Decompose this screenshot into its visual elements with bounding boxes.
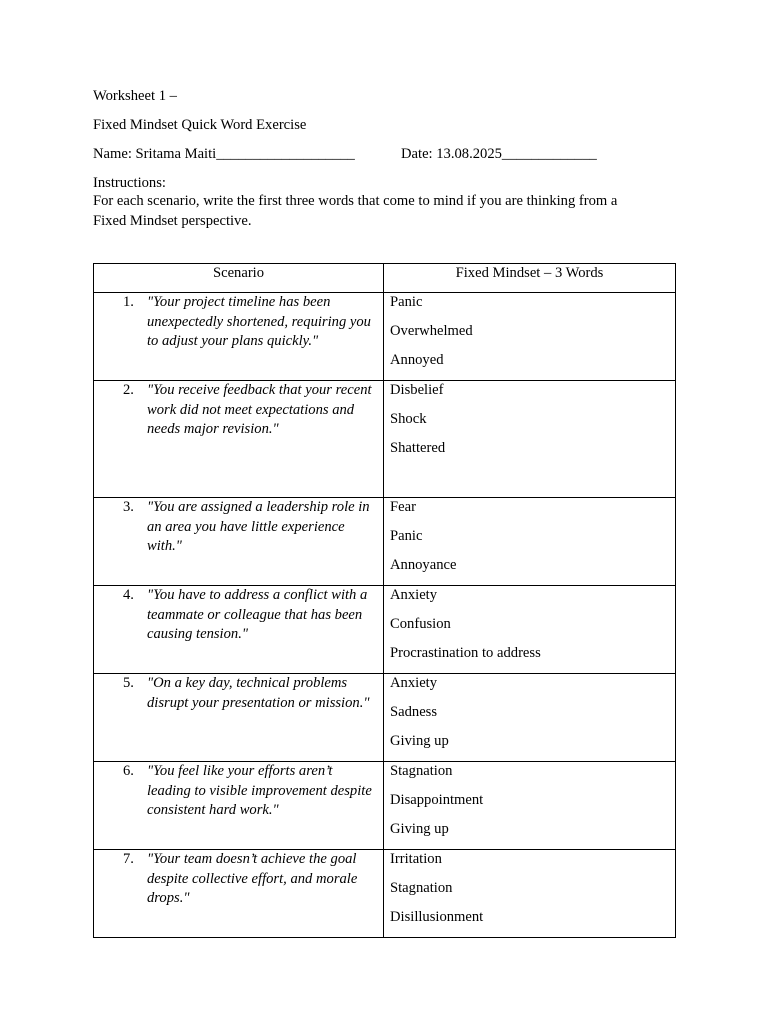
header-scenario: Scenario — [94, 264, 384, 293]
table-row — [94, 498, 676, 586]
word-entry: Panic — [390, 294, 423, 310]
scenario-number: 3. — [123, 499, 134, 515]
words-cell — [384, 498, 676, 586]
scenario-number: 1. — [123, 294, 134, 310]
word-entry: Procrastination to address — [390, 645, 541, 661]
table-row — [94, 850, 676, 938]
words-cell — [384, 381, 676, 498]
word-entry: Overwhelmed — [390, 323, 473, 339]
scenario-cell — [94, 674, 384, 762]
scenario-text: "You have to address a conflict with a teammate or colleague that has been causing tension." — [147, 587, 368, 642]
word-entry: Annoyance — [390, 557, 457, 573]
worksheet-title: Worksheet 1 – — [93, 88, 177, 104]
words-cell — [384, 293, 676, 381]
word-entry: Anxiety — [390, 675, 438, 691]
scenario-text: "You are assigned a leadership role in an area you have little experience with." — [147, 499, 370, 554]
table-header-row — [94, 264, 676, 293]
word-entry: Stagnation — [390, 880, 453, 896]
word-entry: Fear — [390, 499, 416, 515]
scenario-text: "You receive feedback that your recent work did not meet expectations and needs major revision." — [147, 382, 372, 437]
name-field: Name: Sritama Maiti___________________ — [93, 146, 355, 162]
instructions-label: Instructions: — [93, 175, 166, 191]
word-entry: Irritation — [390, 851, 442, 867]
scenario-table — [93, 263, 676, 938]
scenario-cell — [94, 586, 384, 674]
scenario-text: "Your project timeline has been unexpectedly shortened, requiring you to adjust your plans quickly." — [147, 294, 371, 349]
table-row — [94, 381, 676, 498]
word-entry: Shock — [390, 411, 427, 427]
scenario-cell — [94, 762, 384, 850]
name-date-row — [93, 145, 653, 164]
table-row — [94, 293, 676, 381]
word-entry: Sadness — [390, 704, 438, 720]
word-entry: Confusion — [390, 616, 451, 632]
scenario-number: 2. — [123, 382, 134, 398]
word-entry: Annoyed — [390, 352, 444, 368]
words-cell — [384, 762, 676, 850]
table-row — [94, 674, 676, 762]
word-entry: Panic — [390, 528, 423, 544]
scenario-cell — [94, 293, 384, 381]
word-entry: Disappointment — [390, 792, 484, 808]
scenario-cell — [94, 381, 384, 498]
words-cell — [384, 674, 676, 762]
scenario-text: "You feel like your efforts aren’t leading to visible improvement despite consistent hard work." — [147, 763, 372, 818]
word-entry: Stagnation — [390, 763, 453, 779]
scenario-number: 4. — [123, 587, 134, 603]
scenario-text: "On a key day, technical problems disrupt your presentation or mission." — [147, 675, 370, 711]
word-entry: Giving up — [390, 821, 449, 837]
word-entry: Disillusionment — [390, 909, 484, 925]
scenario-number: 6. — [123, 763, 134, 779]
scenario-text: "Your team doesn’t achieve the goal despite collective effort, and morale drops." — [147, 851, 358, 906]
scenario-cell — [94, 850, 384, 938]
header-fixed-mindset-words: Fixed Mindset – 3 Words — [384, 264, 676, 293]
word-entry: Shattered — [390, 440, 446, 456]
exercise-title: Fixed Mindset Quick Word Exercise — [93, 117, 307, 133]
word-entry: Anxiety — [390, 587, 438, 603]
words-cell — [384, 850, 676, 938]
table-row — [94, 586, 676, 674]
words-cell — [384, 586, 676, 674]
scenario-cell — [94, 498, 384, 586]
scenario-number: 7. — [123, 851, 134, 867]
word-entry: Disbelief — [390, 382, 444, 398]
instructions-text: For each scenario, write the first three words that come to mind if you are thinking from a Fixed Mindset perspective. — [93, 193, 618, 229]
word-entry: Giving up — [390, 733, 449, 749]
date-field: Date: 13.08.2025_____________ — [401, 146, 597, 162]
table-row — [94, 762, 676, 850]
scenario-number: 5. — [123, 675, 134, 691]
